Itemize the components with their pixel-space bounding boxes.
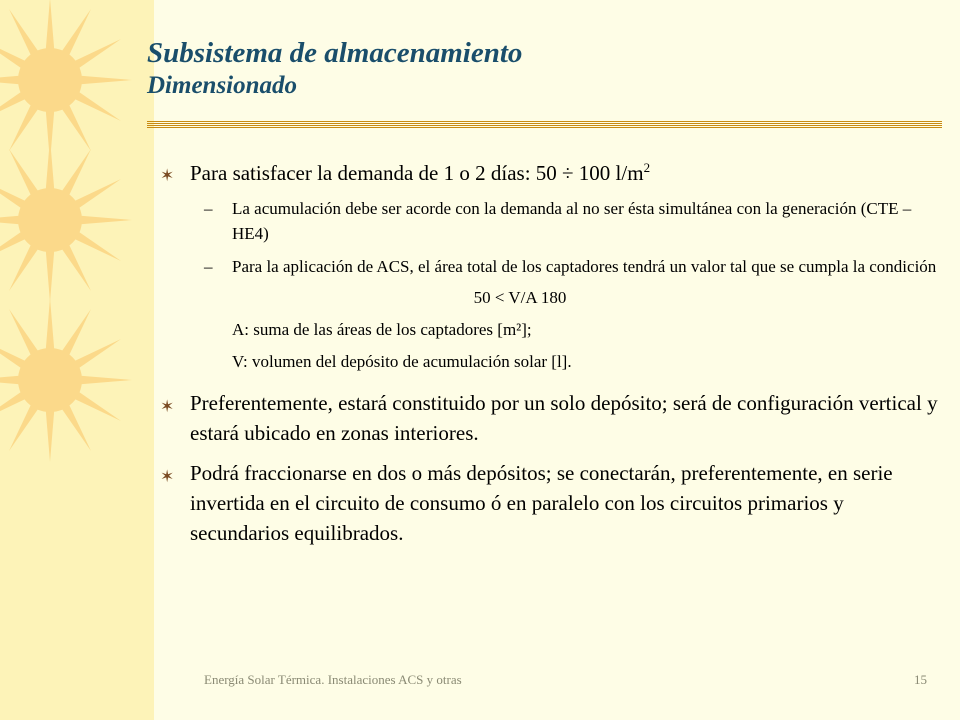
sun-ray [78,76,132,85]
definition-volume: V: volumen del depósito de acumulación solar [l]. [232,352,572,371]
sun-core [18,348,82,412]
sun-ray [9,242,40,291]
bullet-text: Preferentemente, estará constituido por un solo depósito; será de configuración vertical y estará ubicado en zonas interiores. [190,391,938,445]
bullet-item [160,458,940,548]
sun-ray [46,408,55,462]
slide-title: Subsistema de almacenamiento [147,37,523,69]
sub-item-text: La acumulación debe ser acorde con la demanda al no ser ésta simultánea con la generación (CTE – HE4) [232,199,912,243]
slide-content [160,158,940,548]
sun-ray [78,376,132,385]
dash-bullet: – [204,257,213,276]
sun-icon [0,290,140,470]
footer-text: Energía Solar Térmica. Instalaciones ACS y otras [204,672,462,687]
sun-ray [9,309,40,358]
sun-ray [72,339,121,370]
sun-ray [72,230,121,261]
definition-area: A: suma de las áreas de los captadores [m²]; [232,320,532,339]
sub-item-text: Para la aplicación de ACS, el área total de los captadores tendrá un valor tal que se cumpla la condición [232,257,937,276]
star-bullet-icon: ✶ [160,467,175,487]
sun-ray [60,149,91,198]
sun-icon [0,130,140,310]
dash-bullet: – [204,199,213,218]
title-divider [147,121,942,130]
sun-core [18,188,82,252]
sun-ray [72,90,121,121]
sun-ray [46,138,55,192]
page-number: 15 [914,672,927,687]
superscript: 2 [643,160,651,175]
sun-ray [46,298,55,352]
sun-ray [72,179,121,210]
sub-item [160,196,940,246]
bullet-item [160,388,940,448]
sub-item [160,254,940,279]
sidebar-decoration [0,0,154,720]
sun-ray [60,309,91,358]
bullet-item [160,158,940,188]
sun-ray [9,402,40,451]
sun-ray [9,149,40,198]
sun-ray [72,390,121,421]
sun-ray [78,216,132,225]
title-block [147,35,937,101]
slide-subtitle: Dimensionado [147,72,298,99]
sun-ray [60,9,91,58]
sun-ray [60,242,91,291]
formula: 50 < V/A 180 [473,288,567,307]
bullet-text: Para satisfacer la demanda de 1 o 2 días: 50 ÷ 100 l/m [190,161,644,185]
sun-ray [72,39,121,70]
star-bullet-icon: ✶ [160,397,175,417]
sun-ray [46,0,55,52]
sun-core [18,48,82,112]
bullet-text: Podrá fraccionarse en dos o más depósitos; se conectarán, preferentemente, en serie invertida en el circuito de consumo ó en paralelo con los circuitos primarios y secundarios equilibrados. [190,461,893,545]
star-bullet-icon: ✶ [160,166,175,186]
sun-ray [60,402,91,451]
sun-ray [9,9,40,58]
